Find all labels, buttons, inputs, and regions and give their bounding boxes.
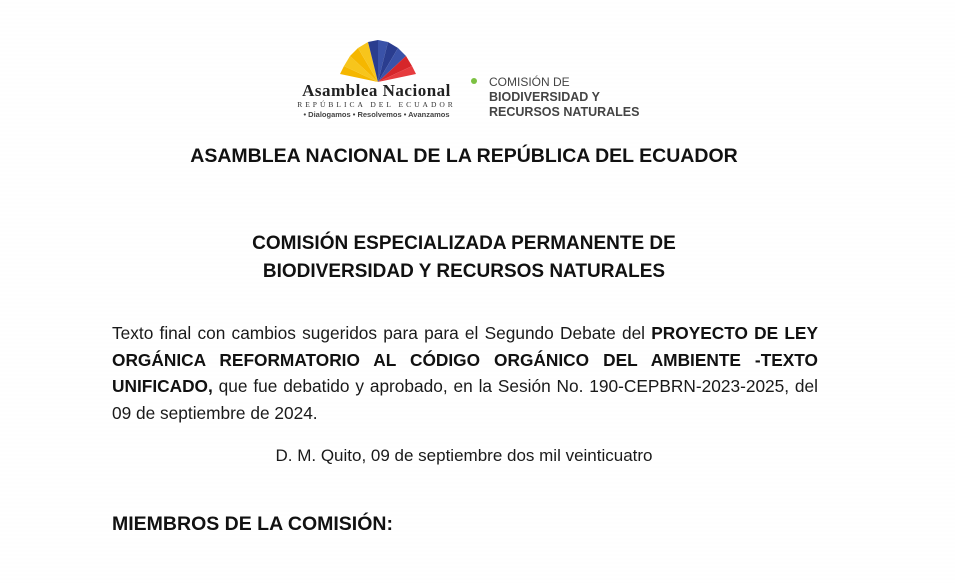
paragraph-intro: Texto final con cambios sugeridos para para el Segundo Debate del	[112, 323, 652, 343]
members-heading: MIEMBROS DE LA COMISIÓN:	[112, 513, 393, 535]
commission-label-line3: RECURSOS NATURALES	[489, 105, 640, 119]
subtitle-line2: BIODIVERSIDAD Y RECURSOS NATURALES	[262, 261, 666, 282]
subtitle-line1: COMISIÓN ESPECIALIZADA PERMANENTE DE	[252, 233, 676, 254]
document-subtitle	[0, 230, 928, 286]
paragraph-rest: que fue debatido y aprobado, en la Sesión No. 190-CEPBRN-2023-2025, del 09 de septiembre de 2024.	[112, 376, 818, 423]
asamblea-logo-icon	[338, 40, 418, 84]
paragraph-bold-project-name: PROYECTO DE LEY ORGÁNICA REFORMATORIO AL CÓDIGO ORGÁNICO DEL AMBIENTE -TEXTO UNIFICADO,	[112, 323, 818, 396]
asamblea-logo-name: Asamblea Nacional	[302, 81, 451, 100]
commission-label-line2: BIODIVERSIDAD Y	[489, 90, 600, 104]
date-line: D. M. Quito, 09 de septiembre dos mil veinticuatro	[275, 446, 653, 465]
commission-label-line1: COMISIÓN DE	[489, 75, 570, 89]
asamblea-logo-subtitle: REPÚBLICA DEL ECUADOR	[297, 100, 456, 109]
document-header	[290, 40, 650, 124]
asamblea-logo-motto: • Dialogamos • Resolvemos • Avanzamos	[303, 110, 450, 119]
document-title: ASAMBLEA NACIONAL DE LA REPÚBLICA DEL ECUADOR	[190, 145, 738, 167]
green-dot-icon	[471, 78, 477, 84]
document-paragraph	[112, 320, 818, 426]
